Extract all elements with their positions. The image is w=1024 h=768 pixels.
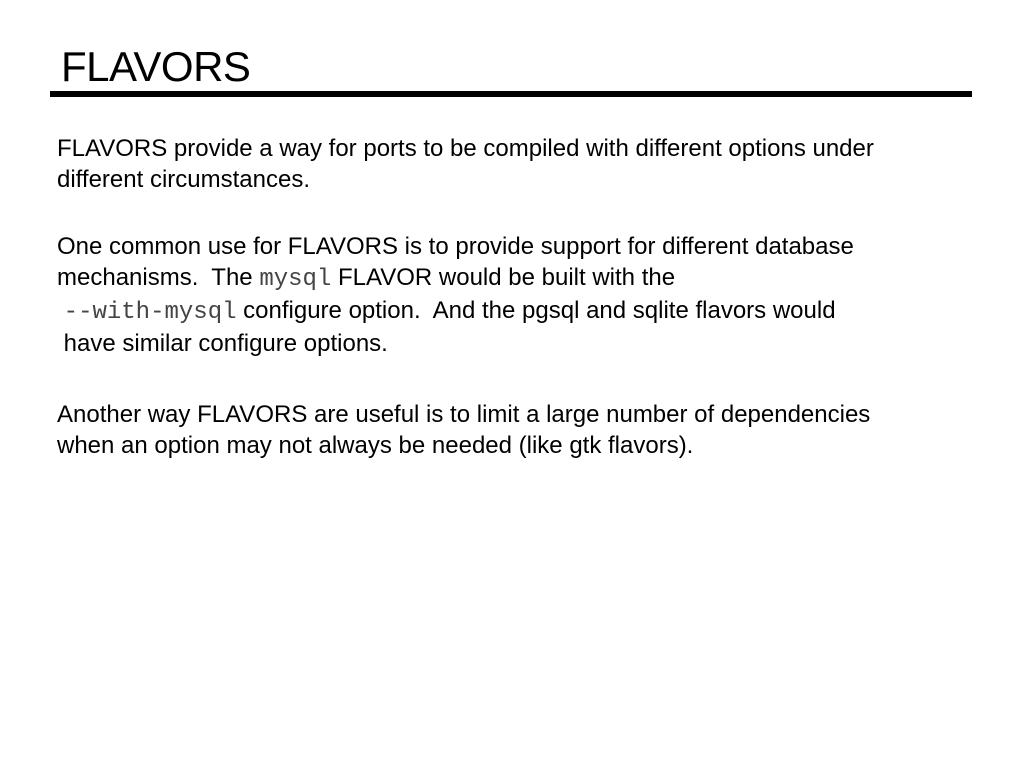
text-line bbox=[57, 231, 987, 262]
text-line bbox=[57, 430, 987, 461]
text-run: FLAVORS provide a way for ports to be compiled with different options under bbox=[57, 135, 874, 162]
text-line bbox=[57, 295, 987, 328]
text-run bbox=[57, 297, 64, 324]
code-run-mysql: mysql bbox=[259, 266, 332, 293]
text-run: have similar configure options. bbox=[57, 330, 388, 357]
text-line bbox=[57, 399, 987, 430]
text-run: FLAVOR would be built with the bbox=[331, 264, 676, 291]
text-run: when an option may not always be needed (like gtk flavors). bbox=[57, 432, 694, 459]
text-run: mechanisms. The bbox=[57, 264, 260, 291]
paragraph-flavors-intro bbox=[57, 133, 987, 195]
slide-body bbox=[57, 133, 987, 461]
text-run: different circumstances. bbox=[57, 166, 310, 193]
text-line bbox=[57, 328, 987, 359]
text-run: One common use for FLAVORS is to provide support for different database bbox=[57, 233, 854, 260]
code-run-with-mysql: --with-mysql bbox=[63, 299, 237, 326]
text-line bbox=[57, 133, 987, 164]
paragraph-dependencies bbox=[57, 399, 987, 461]
slide-title: FLAVORS bbox=[61, 43, 251, 90]
text-line bbox=[57, 164, 987, 195]
paragraph-database-example bbox=[57, 231, 987, 359]
text-run: configure option. And the pgsql and sqlite flavors would bbox=[236, 297, 836, 324]
text-run: Another way FLAVORS are useful is to limit a large number of dependencies bbox=[57, 401, 871, 428]
text-line bbox=[57, 262, 987, 295]
title-underline-rule bbox=[50, 91, 972, 97]
